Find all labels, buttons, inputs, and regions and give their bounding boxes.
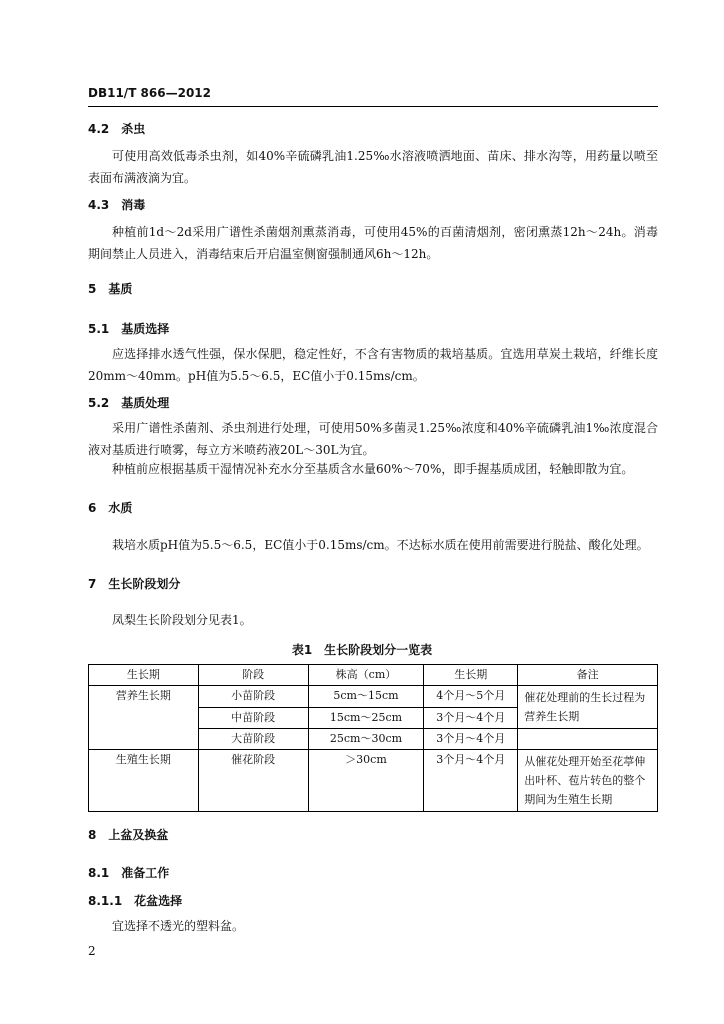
- duration-cell: 3个月～4个月: [424, 729, 518, 750]
- heading-6: 6 水质: [88, 501, 133, 515]
- table-row: [89, 750, 658, 812]
- stage-cell: 小苗阶段: [198, 686, 308, 708]
- note-cell: 催花处理前的生长过程为营养生长期: [518, 686, 658, 729]
- heading-7: 7 生长阶段划分: [88, 577, 181, 591]
- table-caption: 表1 生长阶段划分一览表: [291, 643, 433, 657]
- heading-8-1-1: 8.1.1 花盆选择: [88, 894, 183, 908]
- paragraph-6: 栽培水质pH值为5.5～6.5，EC值小于0.15ms/cm。不达标水质在使用前需要进行脱盐、酸化处理。: [112, 538, 649, 552]
- empty-note-cell: [518, 729, 658, 750]
- duration-cell: 4个月～5个月: [424, 686, 518, 708]
- heading-5-1: 5.1 基质选择: [88, 322, 170, 336]
- paragraph-5-1: 应选择排水透气性强，保水保肥，稳定性好，不含有害物质的栽培基质。宜选用草炭土栽培，纤维长度20mm～40mm。pH值为5.5～6.5，EC值小于0.15ms/cm。: [88, 347, 658, 383]
- heading-5-2: 5.2 基质处理: [88, 396, 170, 410]
- growth-stage-table: [88, 664, 658, 812]
- paragraph-5-2-b: 种植前应根据基质干湿情况补充水分至基质含水量60%～70%，即手握基质成团，轻触即散为宜。: [112, 462, 634, 476]
- header-height: 株高（cm）: [308, 665, 424, 686]
- paragraph-4-2: 可使用高效低毒杀虫剂，如40%辛硫磷乳油1.25‰水溶液喷洒地面、苗床、排水沟等，用药量以喷至表面布满液滴为宜。: [88, 149, 658, 185]
- stage-cell: 中苗阶段: [198, 707, 308, 729]
- height-cell: 5cm～15cm: [308, 686, 424, 708]
- paragraph-4-3: 种植前1d～2d采用广谱性杀菌烟剂熏蒸消毒，可使用45%的百菌清烟剂，密闭熏蒸12h～24h。消毒期间禁止人员进入，消毒结束后开启温室侧窗强制通风6h～12h。: [88, 225, 658, 261]
- header-period: 生长期: [89, 665, 199, 686]
- table-row: [89, 686, 658, 708]
- height-cell: 25cm～30cm: [308, 729, 424, 750]
- heading-4-2: 4.2 杀虫: [88, 122, 146, 136]
- table-header-row: [89, 665, 658, 686]
- heading-8: 8 上盆及换盆: [88, 828, 169, 842]
- height-cell: ＞30cm: [308, 750, 424, 812]
- header-note: 备注: [518, 665, 658, 686]
- stage-cell: 大苗阶段: [198, 729, 308, 750]
- paragraph-5-2-a: 采用广谱性杀菌剂、杀虫剂进行处理，可使用50%多菌灵1.25‰浓度和40%辛硫磷乳油1‰浓度混合液对基质进行喷雾，每立方米喷药液20L～30L为宜。: [88, 421, 658, 457]
- heading-8-1: 8.1 准备工作: [88, 866, 170, 880]
- height-cell: 15cm～25cm: [308, 707, 424, 729]
- duration-cell: 3个月～4个月: [424, 707, 518, 729]
- period-cell: 营养生长期: [89, 686, 199, 750]
- header-duration: 生长期: [424, 665, 518, 686]
- stage-cell: 催花阶段: [198, 750, 308, 812]
- duration-cell: 3个月～4个月: [424, 750, 518, 812]
- paragraph-7: 凤梨生长阶段划分见表1。: [112, 613, 252, 627]
- period-cell: 生殖生长期: [89, 750, 199, 812]
- standard-code: DB11/T 866—2012: [88, 86, 211, 100]
- heading-5: 5 基质: [88, 282, 133, 296]
- page-number: 2: [88, 944, 96, 958]
- paragraph-8-1-1: 宜选择不透光的塑料盆。: [112, 919, 245, 933]
- heading-4-3: 4.3 消毒: [88, 198, 146, 212]
- header-stage: 阶段: [198, 665, 308, 686]
- note-cell: 从催花处理开始至花葶伸出叶杯、苞片转色的整个期间为生殖生长期: [518, 750, 658, 812]
- header-rule: [88, 106, 658, 107]
